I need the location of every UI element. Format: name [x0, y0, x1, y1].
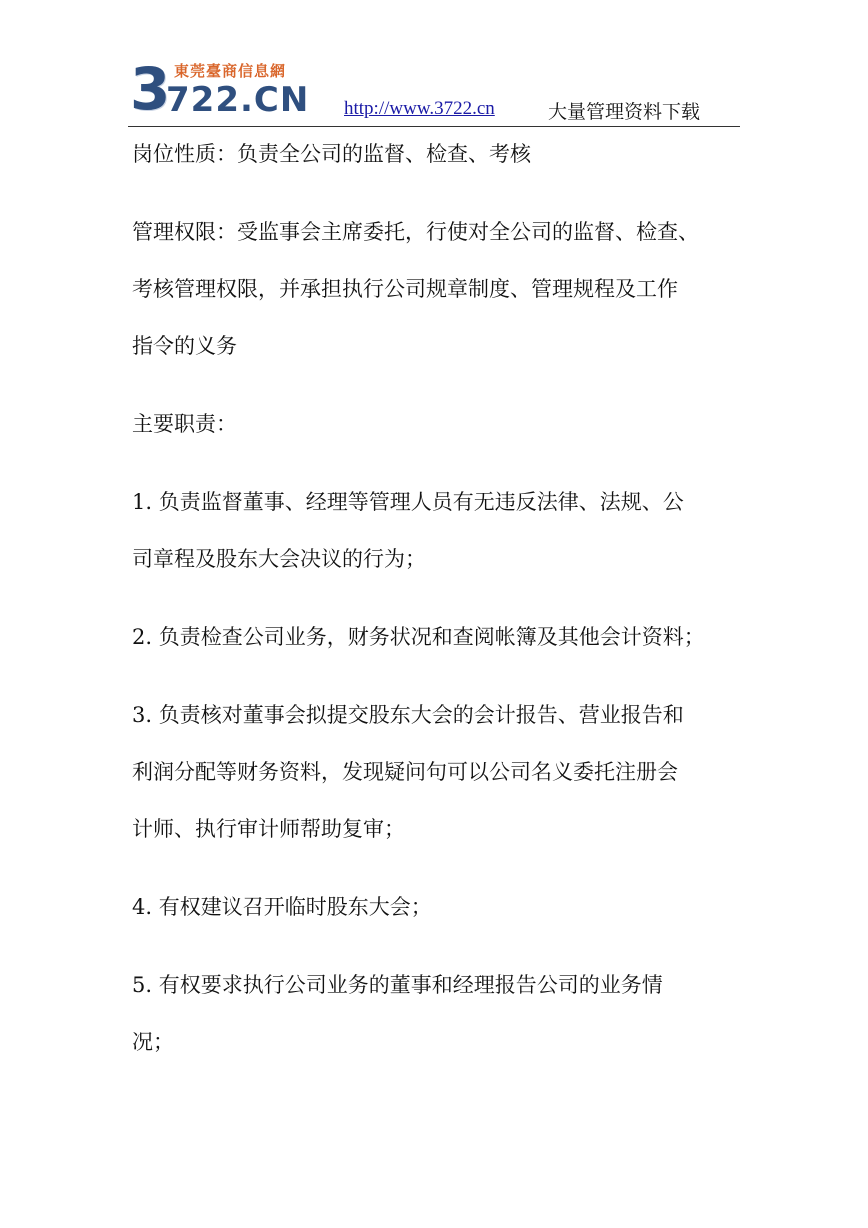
page-header — [128, 52, 740, 127]
duties-heading — [132, 404, 744, 444]
text-line: 5. 有权要求执行公司业务的董事和经理报告公司的业务情 — [132, 973, 663, 997]
duty-item-5 — [132, 965, 744, 1062]
text-line: 3. 负责核对董事会拟提交股东大会的会计报告、营业报告和 — [132, 703, 684, 727]
text-line: 司章程及股东大会决议的行为； — [132, 547, 426, 571]
text-line: 岗位性质：负责全公司的监督、检查、考核 — [132, 142, 531, 166]
position-nature-paragraph — [132, 134, 744, 174]
text-line: 指令的义务 — [132, 334, 237, 358]
header-slogan: 大量管理资料下载 — [548, 101, 701, 123]
duty-item-4 — [132, 887, 744, 927]
site-logo[interactable] — [128, 56, 318, 122]
document-body — [132, 134, 744, 1100]
text-line: 况； — [132, 1030, 174, 1054]
authority-paragraph — [132, 212, 744, 366]
site-url-link[interactable]: http://www.3722.cn — [344, 98, 495, 119]
duty-item-1 — [132, 482, 744, 579]
text-line: 2. 负责检查公司业务，财务状况和查阅帐簿及其他会计资料； — [132, 625, 705, 649]
duty-item-3 — [132, 695, 744, 849]
text-line: 计师、执行审计师帮助复审； — [132, 817, 405, 841]
section-heading: 主要职责： — [132, 412, 237, 436]
duty-item-2 — [132, 617, 744, 657]
text-line: 1. 负责监督董事、经理等管理人员有无违反法律、法规、公 — [132, 490, 684, 514]
text-line: 4. 有权建议召开临时股东大会； — [132, 895, 432, 919]
text-line: 利润分配等财务资料，发现疑问句可以公司名义委托注册会 — [132, 760, 678, 784]
logo-tagline: 東莞臺商信息網 — [174, 62, 287, 80]
text-line: 考核管理权限，并承担执行公司规章制度、管理规程及工作 — [132, 277, 678, 301]
logo-domain: 722.CN — [166, 80, 310, 120]
logo-number: 3 — [130, 55, 169, 123]
text-line: 管理权限：受监事会主席委托，行使对全公司的监督、检查、 — [132, 220, 699, 244]
